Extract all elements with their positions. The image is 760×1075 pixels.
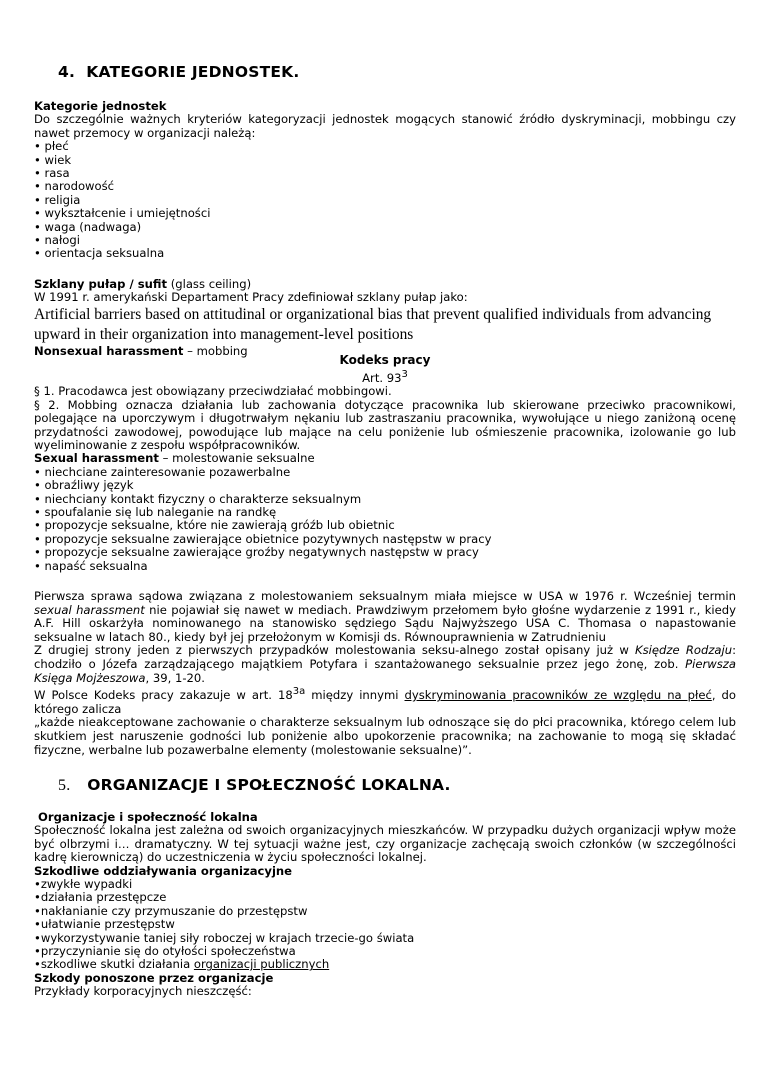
list-item: • przyczynianie się do otyłości społeczeństwa bbox=[34, 945, 736, 958]
nonsexual-heading: Nonsexual harassment bbox=[34, 343, 184, 358]
glass-ceiling-block bbox=[34, 278, 736, 358]
italic-title: Pierwsza Księga Mojżeszowa bbox=[34, 656, 736, 685]
harm-last-item: •szkodliwe skutki działania organizacji publicznych bbox=[34, 957, 330, 972]
italic-term: sexual harassment bbox=[34, 602, 145, 617]
article-sup: 3 bbox=[401, 369, 408, 381]
text-run: , 39, 1-20. bbox=[145, 670, 205, 685]
list-item: • propozycje seksualne zawierające obietnice pozytywnych następstw w pracy bbox=[34, 533, 736, 546]
glass-ceiling-note: (glass ceiling) bbox=[167, 277, 252, 291]
section-number: 4. bbox=[58, 63, 76, 81]
section-4-heading bbox=[58, 63, 299, 81]
list-item: • rasa bbox=[34, 167, 736, 180]
damage-text: Przykłady korporacyjnych nieszczęść: bbox=[34, 984, 252, 999]
list-item: • niechciany kontakt fizyczny o charakterze seksualnym bbox=[34, 493, 736, 506]
damage-heading: Szkody ponoszone przez organizacje bbox=[34, 970, 274, 985]
list-item: • orientacja seksualna bbox=[34, 247, 736, 260]
text-run: Z drugiej strony jeden z pierwszych przypadków molestowania seksu-alnego został opisany już w bbox=[34, 643, 636, 658]
glass-ceiling-heading: Szklany pułap / sufit bbox=[34, 277, 168, 291]
list-item: • nałogi bbox=[34, 234, 736, 247]
list-item: • wykorzystywanie taniej siły roboczej w krajach trzecie-go świata bbox=[34, 932, 736, 945]
section-title: KATEGORIE JEDNOSTEK. bbox=[86, 63, 300, 81]
text-run: , do którego zalicza bbox=[34, 688, 736, 716]
history-para-2 bbox=[34, 644, 736, 685]
text-run: szkodliwe skutki działania bbox=[40, 957, 194, 972]
section-title: ORGANIZACJE I SPOŁECZNOŚĆ LOKALNA. bbox=[87, 776, 451, 794]
list-item: • religia bbox=[34, 194, 736, 207]
glass-ceiling-intro: W 1991 r. amerykański Departament Pracy zdefiniował szklany pułap jako: bbox=[34, 290, 468, 305]
italic-title: Księdze Rodzaju bbox=[635, 643, 733, 658]
categories-block bbox=[34, 100, 736, 261]
sexual-list bbox=[34, 466, 736, 573]
list-item: • propozycje seksualne zawierające groźby negatywnych następstw w pracy bbox=[34, 546, 736, 559]
local-block bbox=[34, 811, 736, 999]
kodeks-article bbox=[34, 369, 736, 385]
underlined-link[interactable]: organizacji publicznych bbox=[193, 957, 330, 972]
list-item: • działania przestępcze bbox=[34, 891, 736, 904]
text-run: Pierwsza sprawa sądowa związana z molestowaniem seksualnym miała miejsce w USA w 1976 r. Wcześniej termin bbox=[34, 589, 736, 603]
list-item: • propozycje seksualne, które nie zawierają gróźb lub obietnic bbox=[34, 519, 736, 532]
list-item: • ułatwianie przestępstw bbox=[34, 918, 736, 931]
text-run: W Polsce Kodeks pracy zakazuje w art. 18 bbox=[34, 688, 293, 703]
history-para-1 bbox=[34, 590, 736, 644]
text-run: : chodziło o Józefa zarządzającego majątkiem Potyfara i szantażowanego seksualnie przez jego żonę, zob. bbox=[34, 643, 736, 671]
list-item: • narodowość bbox=[34, 180, 736, 193]
history-para-3 bbox=[34, 686, 736, 716]
harm-heading: Szkodliwe oddziaływania organizacyjne bbox=[34, 863, 293, 878]
text-run: między innymi bbox=[305, 688, 405, 703]
list-item: • waga (nadwaga) bbox=[34, 221, 736, 234]
kodeks-para-2: § 2. Mobbing oznacza działania lub zachowania dotyczące pracownika lub skierowane przeciwko pracownikowi, polegające na uporczywym i długotrwałym nękaniu lub zastraszaniu pracownika, wywołujące u niego zaniżoną ocenę przydatności zawodowej, powodujące lub mające na celu poniżenie lub ośmieszenie pracownika, izolowanie go lub wyeliminowanie z zespołu współpracowników. bbox=[34, 397, 736, 453]
glass-ceiling-quote: Artificial barriers based on attitudinal or organizational bias that prevent qualified individuals from advancing upward in their organization into management-level positions bbox=[34, 305, 712, 343]
list-item: • wykształcenie i umiejętności bbox=[34, 207, 736, 220]
list-item: • niechciane zainteresowanie pozawerbalne bbox=[34, 466, 736, 479]
categories-list bbox=[34, 140, 736, 261]
harm-list bbox=[34, 878, 736, 958]
sexual-heading: Sexual harassment bbox=[34, 451, 159, 466]
list-item: • płeć bbox=[34, 140, 736, 153]
section-5-heading bbox=[58, 776, 451, 795]
list-item: • zwykłe wypadki bbox=[34, 878, 736, 891]
kodeks-title: Kodeks pracy bbox=[339, 353, 431, 367]
text-run: nie pojawiał się nawet w mediach. Prawdziwym przełomem było głośne wydarzenie z 1991 r., kiedy A.F. Hill oskarżyła nominowanego na stanowisko sędziego Sądu Najwyższego USA C. Thomasa o napastowanie seksualne w latach 80., kiedy był jej przełożonym w Komisji ds. Równouprawnienia w Zatrudnieniu bbox=[34, 602, 736, 644]
list-item: • obraźliwy język bbox=[34, 479, 736, 492]
list-item: • wiek bbox=[34, 154, 736, 167]
section-number: 5. bbox=[58, 777, 71, 794]
history-block bbox=[34, 590, 736, 757]
categories-intro: Do szczególnie ważnych kryteriów kategoryzacji jednostek mogących stanowić źródło dyskryminacji, mobbingu czy nawet przemocy w organizacji należą: bbox=[34, 112, 736, 140]
list-item: • nakłanianie czy przymuszanie do przestępstw bbox=[34, 905, 736, 918]
kodeks-block bbox=[34, 353, 736, 573]
nonsexual-note: – mobbing bbox=[183, 343, 248, 358]
list-item: • spoufalanie się lub naleganie na randkę bbox=[34, 506, 736, 519]
local-text: Społeczność lokalna jest zależna od swoich organizacyjnych mieszkańców. W przypadku dużych organizacji wpływ może być olbrzymi i… dramatyczny. W tej sytuacji ważne jest, czy organizacje zachęcają swoich członków (w szczególności kadrę kierowniczą) do uczestniczenia w życiu społeczności lokalnej. bbox=[34, 823, 736, 865]
categories-heading: Kategorie jednostek bbox=[34, 99, 167, 113]
sexual-note: – molestowanie seksualne bbox=[158, 451, 315, 466]
list-item: • napaść seksualna bbox=[34, 560, 736, 573]
article-label: Art. 93 bbox=[362, 371, 402, 385]
kodeks-para-1: § 1. Pracodawca jest obowiązany przeciwdziałać mobbingowi. bbox=[34, 384, 392, 399]
history-para-4: „każde nieakceptowane zachowanie o charakterze seksualnym lub odnoszące się do płci pracownika, którego celem lub skutkiem jest naruszenie godności lub poniżenie albo upokorzenie pracownika; na zachowanie to mogą się składać fizyczne, werbalne lub pozawerbalne elementy (molestowanie seksualne)”. bbox=[34, 715, 736, 757]
article-sup: 3a bbox=[292, 686, 306, 698]
local-heading: Organizacje i społeczność lokalna bbox=[38, 810, 258, 824]
underlined-link[interactable]: dyskryminowania pracowników ze względu na płeć bbox=[404, 688, 712, 703]
